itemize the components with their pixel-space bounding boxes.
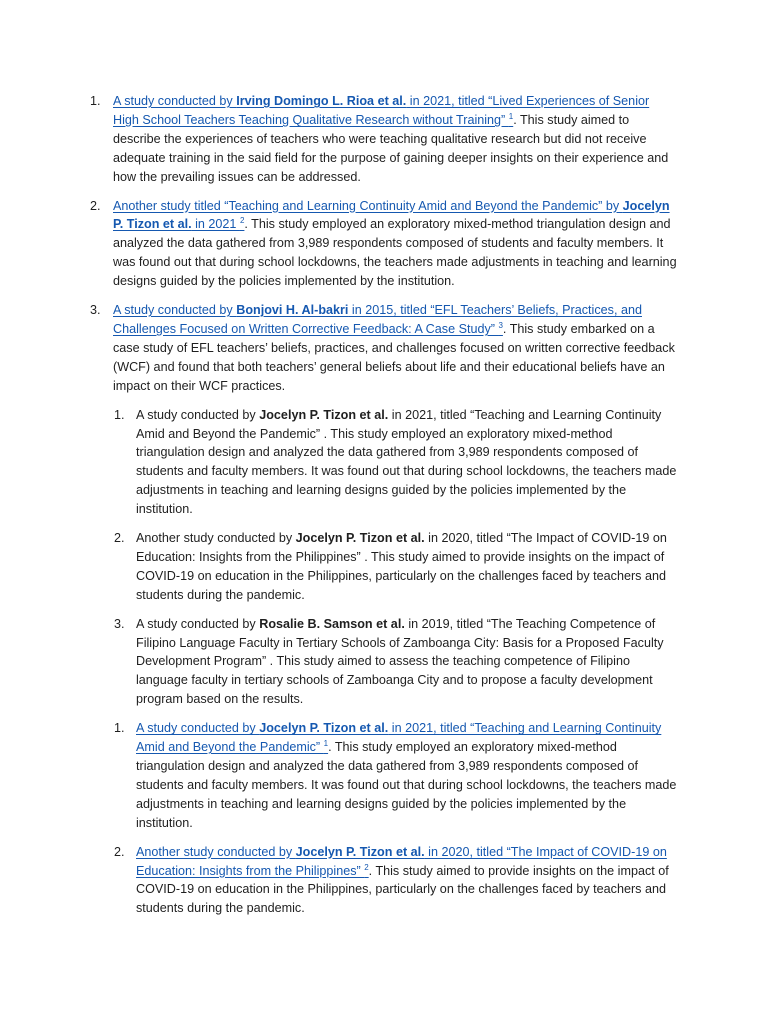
item-body: . This study employed an exploratory mixed-method triangulation design and analyzed the data gathered from 3,989 respondents composed of students and faculty members. It was found out that during school lockdowns, the teachers made adjustments in teaching and learning designs guided by the policies implemented by the institution. xyxy=(136,740,677,830)
list-item xyxy=(90,301,678,396)
list-number: 1. xyxy=(114,407,125,422)
item-body: . This study embarked on a case study of EFL teachers’ beliefs, practices, and challenges focused on written corrective feedback (WCF) and found that both teachers’ general beliefs about life and their educational beliefs have an impact on their WCF practices. xyxy=(113,321,675,393)
reference-link[interactable]: A study conducted by Irving Domingo L. Rioa et al. in 2021, titled “Lived Experiences of Senior High School Teachers Teaching Qualitative Research without Training” $^1$ xyxy=(113,94,650,127)
item-body: . This study employed an exploratory mixed-method triangulation design and analyzed the data gathered from 3,989 respondents composed of students and faculty members. It was found out that during school lockdowns, the teachers made adjustments in teaching and learning designs guided by the policies implemented by the institution. xyxy=(113,217,677,289)
list-item xyxy=(90,197,678,292)
author-name: Jocelyn P. Tizon et al. xyxy=(295,844,425,859)
list-number: 3. xyxy=(114,616,125,631)
author-name: Rosalie B. Samson et al. xyxy=(259,616,405,631)
reference-link[interactable]: A study conducted by Jocelyn P. Tizon et al. in 2021, titled “Teaching and Learning Continuity Amid and Beyond the Pandemic” $^1$ xyxy=(136,721,662,755)
footnote-marker: 3 xyxy=(498,320,503,330)
footnote-marker: 1 xyxy=(323,739,329,749)
list-number: 2. xyxy=(114,531,125,546)
author-name: Jocelyn P. Tizon et al. xyxy=(259,721,389,736)
item-body: . This study aimed to provide insights on the impact of COVID-19 on education in the Philippines, particularly on the challenges faced by teachers and students during the pandemic. xyxy=(136,863,669,916)
reference-link[interactable]: A study conducted by Bonjovi H. Al-bakri in 2015, titled “EFL Teachers’ Beliefs, Practices, and Challenges Focused on Written Corrective Feedback: A Case Study” $^3$ xyxy=(113,303,642,336)
list-number: 2. xyxy=(90,198,101,213)
list-number: 3. xyxy=(90,303,101,318)
author-name: Bonjovi H. Al-bakri xyxy=(236,303,349,318)
list-number: 1. xyxy=(90,94,101,108)
author-name: Jocelyn P. Tizon et al. xyxy=(259,407,389,422)
sub-list-item xyxy=(90,843,678,919)
footnote-marker: 1 xyxy=(508,111,514,121)
sub-list-item: 1. A study conducted by Jocelyn P. Tizon et al. in 2021, titled “Teaching and Learning Continuity Amid and Beyond the Pandemic” . This study employed an exploratory mixed-method triangulation design and analyzed the data gathered from 3,989 respondents composed of students and faculty members. It was found out that during school lockdowns, the teachers made adjustments in teaching and learning designs guided by the policies implemented by the institution. xyxy=(114,407,677,517)
footnote-marker: 2 xyxy=(239,216,245,226)
author-name: Jocelyn P. Tizon et al. xyxy=(113,198,670,232)
item-body: . This study aimed to describe the experiences of teachers who were teaching qualitative research but did not receive adequate training in the said field for the purpose of gaining deeper insights on their experience and how the prevailing issues can be addressed. xyxy=(113,112,669,184)
list-item xyxy=(90,92,678,187)
author-name: Irving Domingo L. Rioa et al. xyxy=(236,94,407,108)
sub-list-item: 2. Another study conducted by Jocelyn P. Tizon et al. in 2020, titled “The Impact of COVID-19 on Education: Insights from the Philippines” . This study aimed to provide insights on the impact of COVID-19 on education in the Philippines, particularly on the challenges faced by teachers and students during the pandemic. xyxy=(114,531,667,602)
list-number: 1. xyxy=(114,721,125,736)
footnote-marker: 2 xyxy=(364,862,369,872)
reference-link[interactable]: Another study conducted by Jocelyn P. Tizon et al. in 2020, titled “The Impact of COVID-19 on Education: Insights from the Philippines” $^2$ xyxy=(136,844,667,878)
author-name: Jocelyn P. Tizon et al. xyxy=(295,531,425,546)
sub-list-item: 3. A study conducted by Rosalie B. Samson et al. in 2019, titled “The Teaching Competence of Filipino Language Faculty in Tertiary Schools of Zamboanga City: Basis for a Proposed Faculty Development Program” . This study aimed to assess the teaching competence of Filipino language faculty in tertiary schools of Zamboanga City and to propose a faculty development program based on the results. xyxy=(114,616,664,707)
list-number: 2. xyxy=(114,844,125,859)
reference-link[interactable]: Another study titled “Teaching and Learning Continuity Amid and Beyond the Pandemic” by Jocelyn P. Tizon et al. in 2021 $^2$ xyxy=(113,198,670,232)
sub-list-item xyxy=(90,719,678,832)
